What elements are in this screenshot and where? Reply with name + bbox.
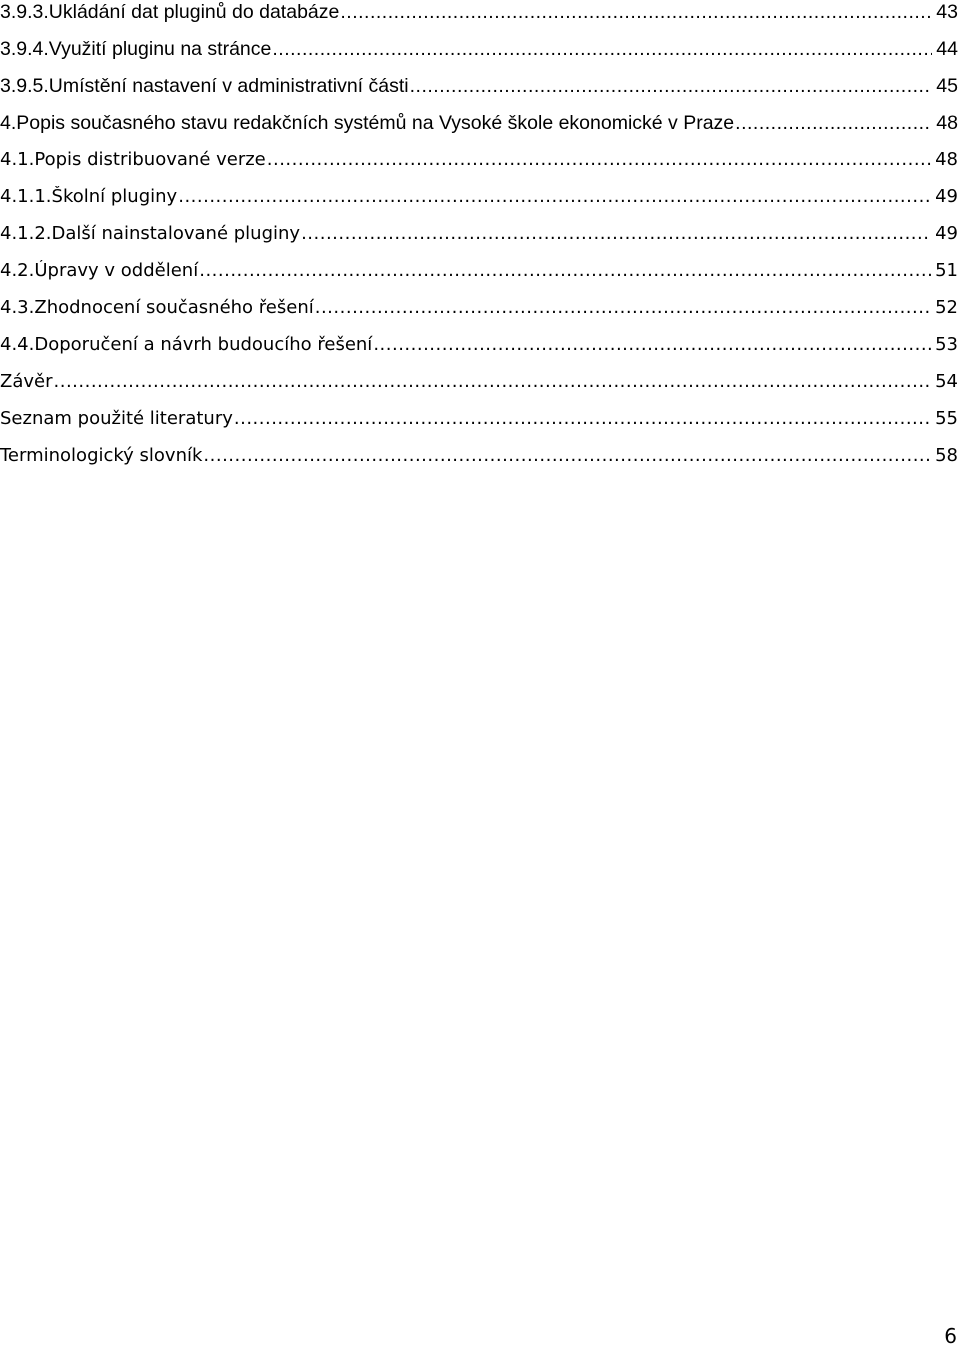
toc-entry-title: Popis distribuované verze xyxy=(34,149,266,170)
toc-entry-page: 53 xyxy=(935,334,958,355)
toc-dot-leader xyxy=(178,186,931,207)
toc-dot-leader xyxy=(410,75,933,98)
toc-dot-leader xyxy=(373,334,931,355)
table-of-contents xyxy=(0,0,960,482)
toc-entry-page: 44 xyxy=(936,38,958,60)
toc-dot-leader xyxy=(735,112,932,135)
toc-entry-number: 4. xyxy=(0,112,17,134)
toc-dot-leader xyxy=(267,149,931,170)
toc-entry-number: 4.1.2. xyxy=(0,223,52,244)
toc-entry-page: 58 xyxy=(935,445,958,466)
toc-entry-title: Zhodnocení současného řešení xyxy=(34,297,314,318)
toc-dot-leader xyxy=(340,1,932,24)
toc-entry-title: Školní pluginy xyxy=(51,186,178,207)
toc-entry-number: 4.4. xyxy=(0,334,35,355)
toc-dot-leader xyxy=(203,445,931,466)
page-number: 6 xyxy=(944,1324,957,1348)
toc-entry-number: 3.9.4. xyxy=(0,38,49,60)
toc-entry[interactable] xyxy=(0,445,960,482)
toc-dot-leader xyxy=(199,260,931,281)
toc-entry[interactable] xyxy=(0,38,960,75)
toc-entry-page: 48 xyxy=(935,149,958,170)
toc-entry-title: Umístění nastavení v administrativní části xyxy=(48,75,409,97)
toc-entry[interactable] xyxy=(0,223,960,260)
toc-entry-page: 54 xyxy=(935,371,958,392)
toc-entry[interactable] xyxy=(0,112,960,149)
toc-entry-page: 55 xyxy=(935,408,958,429)
toc-dot-leader xyxy=(234,408,931,429)
toc-entry-page: 52 xyxy=(935,297,958,318)
toc-entry-number: 4.1.1. xyxy=(0,186,52,207)
toc-entry[interactable] xyxy=(0,334,960,371)
toc-entry-title: Využití pluginu na stránce xyxy=(48,38,272,60)
toc-entry-page: 48 xyxy=(936,112,958,134)
toc-entry-title: Popis současného stavu redakčních systémů na Vysoké škole ekonomické v Praze xyxy=(16,112,735,134)
toc-entry-number: 3.9.5. xyxy=(0,75,49,97)
toc-entry-page: 51 xyxy=(935,260,958,281)
toc-entry-title: Doporučení a návrh budoucího řešení xyxy=(34,334,373,355)
toc-entry[interactable] xyxy=(0,186,960,223)
toc-entry[interactable] xyxy=(0,371,960,408)
toc-entry-number: 4.1. xyxy=(0,149,35,170)
toc-entry[interactable] xyxy=(0,260,960,297)
toc-entry[interactable] xyxy=(0,149,960,186)
toc-entry-title: Seznam použité literatury xyxy=(0,408,233,429)
toc-entry-page: 43 xyxy=(936,1,958,23)
toc-entry-page: 49 xyxy=(935,186,958,207)
toc-dot-leader xyxy=(54,371,932,392)
toc-entry-title: Závěr xyxy=(0,371,53,392)
toc-entry-title: Ukládání dat pluginů do databáze xyxy=(48,1,340,23)
toc-entry-number: 4.2. xyxy=(0,260,35,281)
toc-dot-leader xyxy=(301,223,931,244)
toc-entry-page: 49 xyxy=(935,223,958,244)
toc-dot-leader xyxy=(272,38,932,61)
toc-entry[interactable] xyxy=(0,0,960,38)
toc-entry-title: Úpravy v oddělení xyxy=(34,260,199,281)
toc-entry-number: 3.9.3. xyxy=(0,1,49,23)
toc-dot-leader xyxy=(315,297,931,318)
toc-entry-title: Další nainstalované pluginy xyxy=(51,223,301,244)
toc-entry[interactable] xyxy=(0,408,960,445)
toc-entry[interactable] xyxy=(0,75,960,112)
toc-entry-page: 45 xyxy=(936,75,958,97)
toc-entry-number: 4.3. xyxy=(0,297,35,318)
toc-entry-title: Terminologický slovník xyxy=(0,445,203,466)
toc-entry[interactable] xyxy=(0,297,960,334)
